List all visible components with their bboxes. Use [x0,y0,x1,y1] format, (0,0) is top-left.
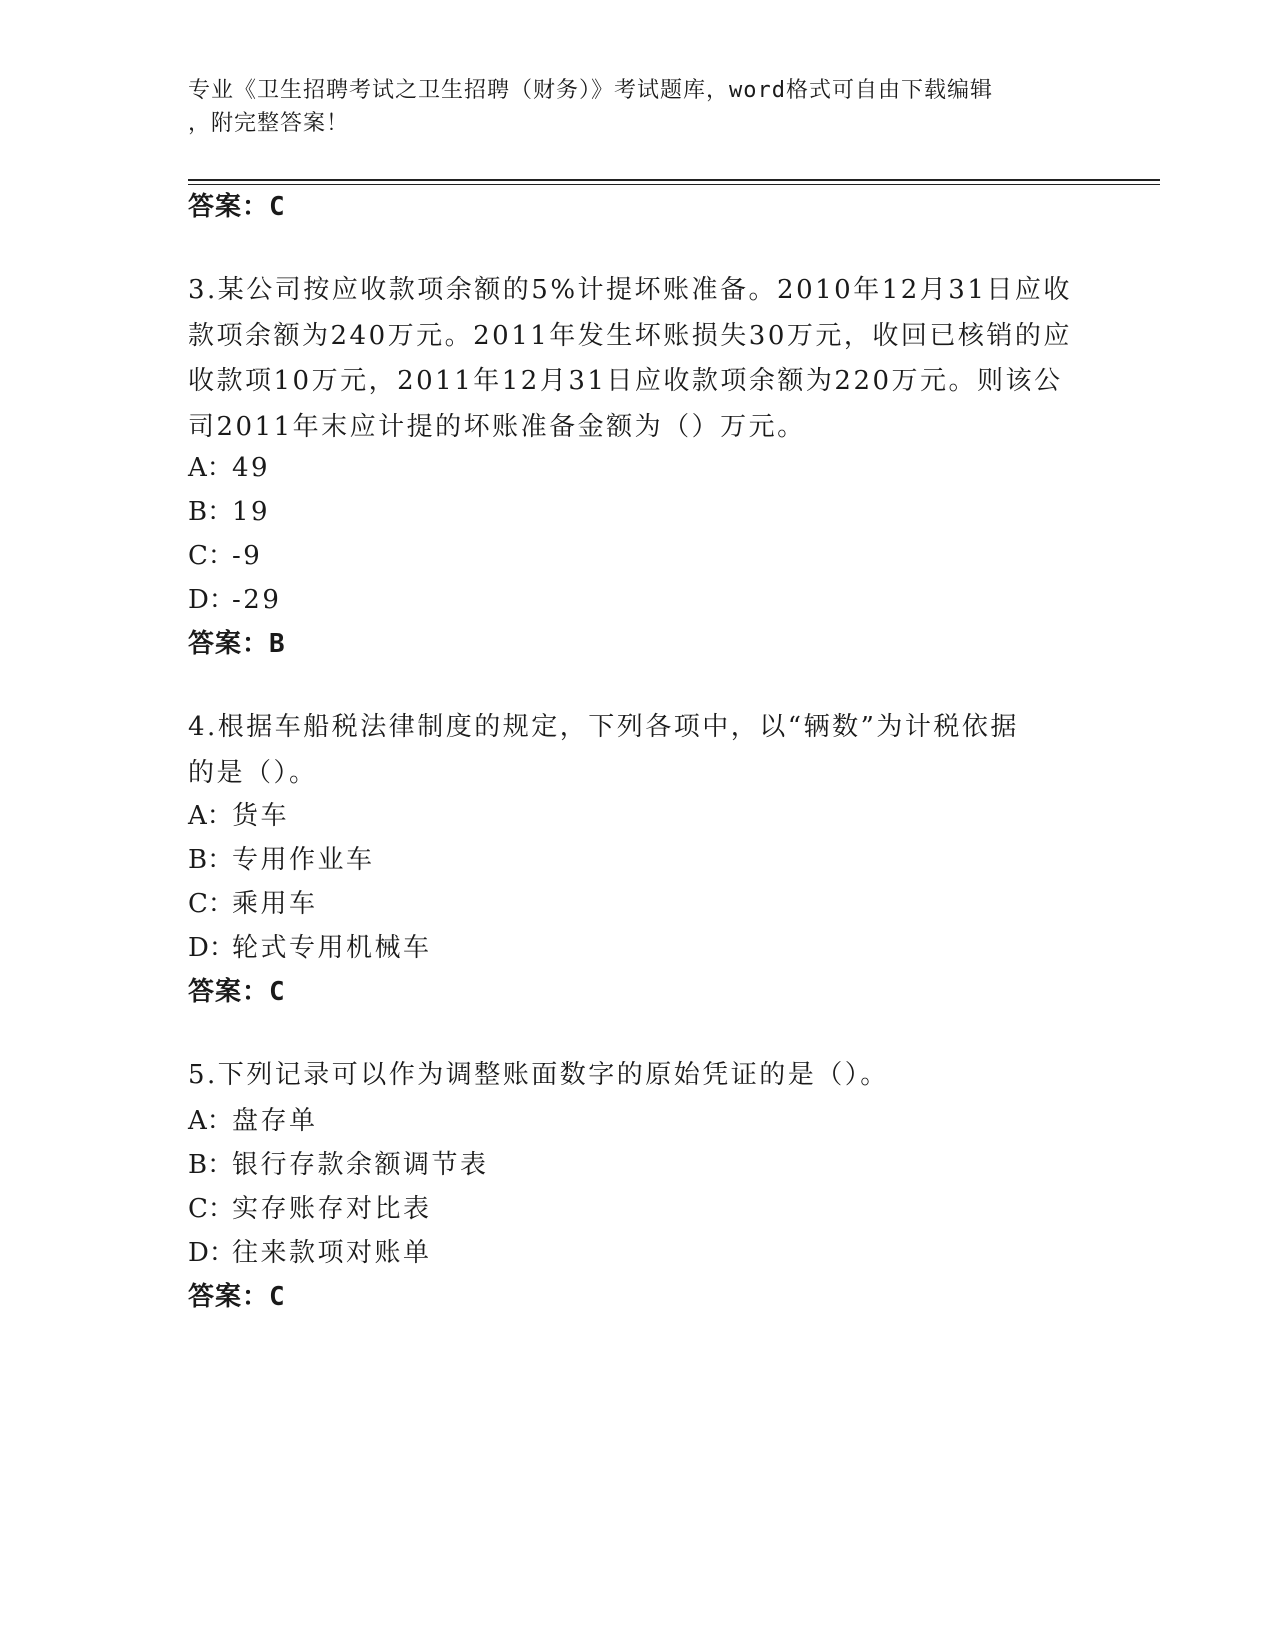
option-text: 往来款项对账单 [232,1238,432,1268]
question-3-option-c [188,535,262,572]
option-label: A： [188,1106,233,1136]
option-label: C： [188,1194,234,1224]
question-4-answer: 答案：C [188,977,286,1007]
header-divider [188,179,1160,181]
question-3-text [188,268,1088,450]
question-5-answer: 答案：C [188,1282,286,1312]
question-5-option-b [188,1144,489,1181]
option-text: -29 [232,585,282,615]
document-header [188,74,1088,140]
option-label: A： [188,453,233,483]
question-3-option-a [188,447,270,484]
question-4-option-d [188,927,432,964]
option-text: 银行存款余额调节表 [232,1150,489,1180]
option-label: A： [188,801,233,831]
question-line: 司2011年末应计提的坏账准备金额为（）万元。 [188,411,806,442]
option-label: C： [188,889,234,919]
question-4-option-a [188,795,289,832]
question-3-answer: 答案：B [188,629,286,659]
question-line: 款项余额为240万元。2011年发生坏账损失30万元，收回已核销的应 [188,320,1072,351]
option-text: 专用作业车 [232,845,375,875]
option-text: 乘用车 [232,889,318,919]
question-3-option-d [188,579,281,616]
question-line: 5.下列记录可以作为调整账面数字的原始凭证的是（）。 [188,1060,889,1090]
question-5-option-d [188,1232,432,1269]
header-line-2: ，附完整答案！ [188,111,350,136]
option-label: B： [188,845,234,875]
header-divider-thin [188,184,1160,185]
option-text: 轮式专用机械车 [232,933,432,963]
option-text: 货车 [232,801,290,831]
question-4-option-b [188,839,375,876]
option-label: B： [188,1150,234,1180]
question-5-option-c [188,1188,432,1225]
question-line: 3.某公司按应收款项余额的5%计提坏账准备。2010年12月31日应收 [188,275,1072,305]
option-text: 盘存单 [232,1106,318,1136]
question-4-option-c [188,883,318,920]
header-line-1: 专业《卫生招聘考试之卫生招聘（财务）》考试题库，word格式可自由下载编辑 [188,78,993,103]
question-line: 4.根据车船税法律制度的规定，下列各项中，以“辆数”为计税依据 [188,712,1019,742]
option-label: D： [188,1238,235,1268]
question-5-text [188,1053,1088,1099]
question-line: 收款项10万元，2011年12月31日应收款项余额为220万元。则该公 [188,366,1063,396]
answer-previous: 答案：C [188,192,286,222]
question-3-option-b [188,491,270,528]
option-label: C： [188,541,234,571]
option-text: 实存账存对比表 [232,1194,432,1224]
option-text: 19 [232,497,271,527]
question-line: 的是（）。 [188,757,318,788]
option-label: D： [188,585,235,615]
question-4-text [188,705,1088,796]
option-label: B： [188,497,234,527]
question-5-option-a [188,1100,318,1137]
option-text: -9 [232,541,263,571]
option-label: D： [188,933,235,963]
option-text: 49 [232,453,271,483]
